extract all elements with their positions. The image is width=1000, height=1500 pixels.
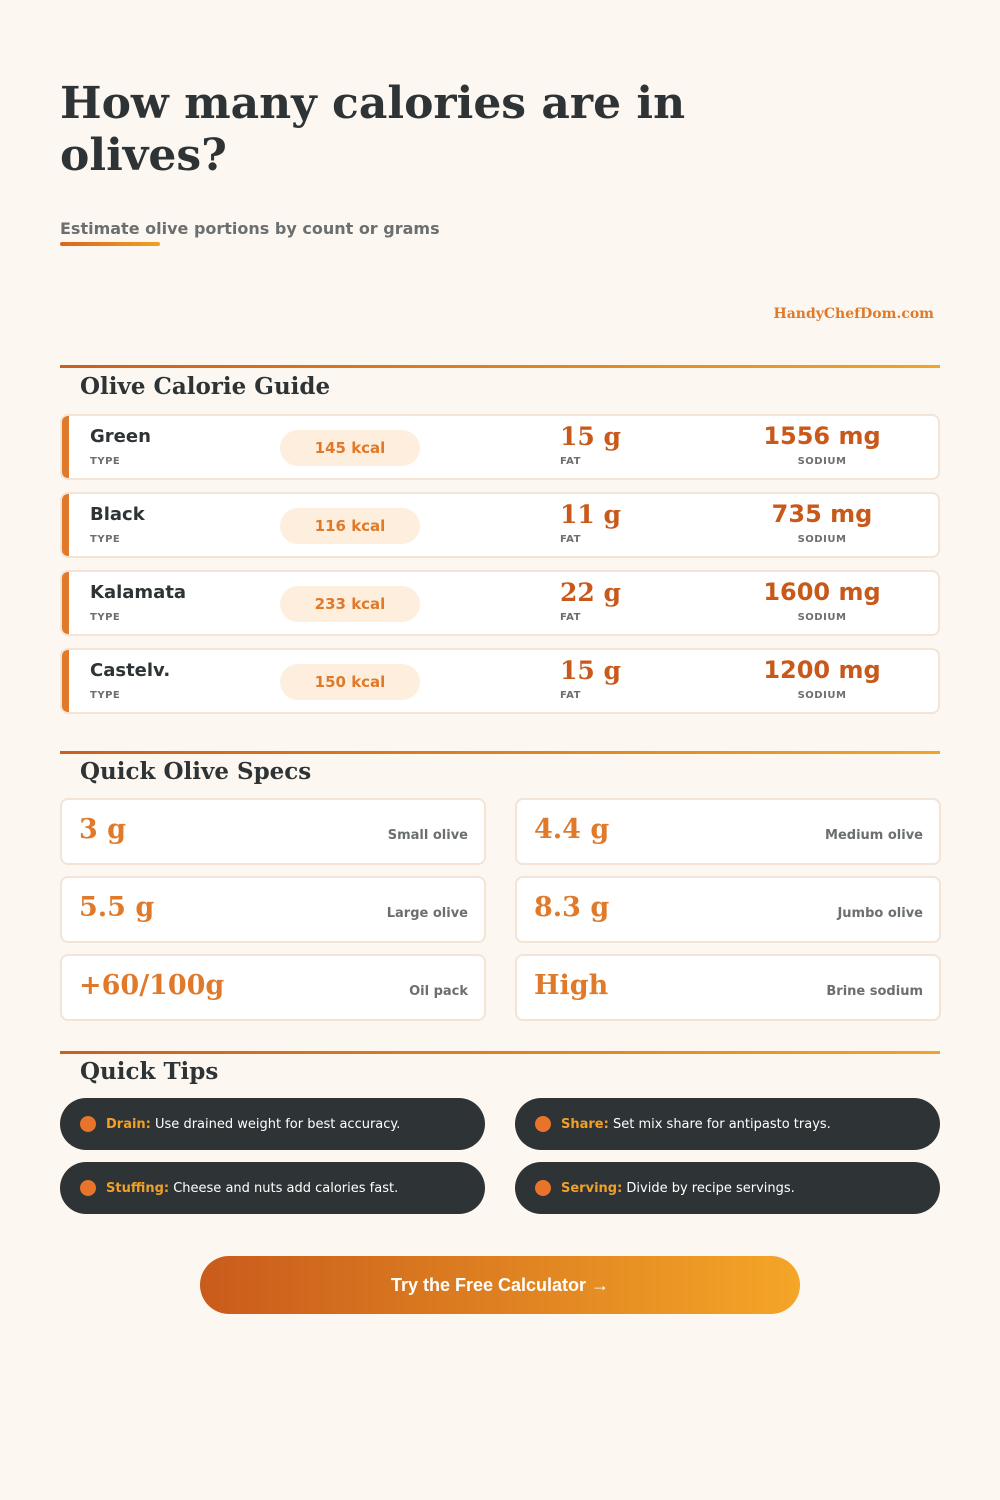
tip-pill <box>60 1162 485 1214</box>
fat-value: 15 g <box>560 422 621 451</box>
tip-text <box>106 1181 398 1196</box>
sodium-label: SODIUM <box>797 612 847 623</box>
tip-text <box>561 1181 795 1196</box>
tip-body: Use drained weight for best accuracy. <box>150 1116 401 1132</box>
row-accent-bar <box>62 572 69 634</box>
sodium-value: 1600 mg <box>763 578 881 606</box>
spec-card <box>60 798 486 865</box>
page-subtitle: Estimate olive portions by count or grams <box>60 219 440 238</box>
kcal-badge: 145 kcal <box>280 430 420 466</box>
spec-label: Oil pack <box>409 984 468 999</box>
tip-pill <box>515 1162 940 1214</box>
sodium-value: 1556 mg <box>763 422 881 450</box>
kcal-badge: 233 kcal <box>280 586 420 622</box>
spec-card <box>60 876 486 943</box>
tip-pill <box>60 1098 485 1150</box>
sodium-label: SODIUM <box>797 534 847 545</box>
guide-row <box>60 570 940 636</box>
row-accent-bar <box>62 416 69 478</box>
kcal-badge: 116 kcal <box>280 508 420 544</box>
spec-card <box>515 954 941 1021</box>
fat-value: 15 g <box>560 656 621 685</box>
bullet-dot-icon <box>535 1116 551 1132</box>
section-divider <box>60 365 940 368</box>
spec-value: 5.5 g <box>79 892 155 923</box>
tip-body: Divide by recipe servings. <box>622 1180 795 1196</box>
kcal-badge: 150 kcal <box>280 664 420 700</box>
sodium-label: SODIUM <box>797 690 847 701</box>
tip-key: Serving: <box>561 1180 623 1196</box>
tip-key: Stuffing: <box>106 1180 170 1196</box>
section-divider <box>60 1051 940 1054</box>
guide-row <box>60 414 940 480</box>
spec-label: Medium olive <box>825 828 923 843</box>
sodium-value: 735 mg <box>771 500 873 528</box>
sodium-label: SODIUM <box>797 456 847 467</box>
fat-label: FAT <box>560 690 581 701</box>
type-label: TYPE <box>90 456 121 467</box>
olive-type-name: Black <box>90 504 145 525</box>
page-title: How many calories are in olives? <box>60 78 686 181</box>
fat-label: FAT <box>560 456 581 467</box>
olive-type-name: Green <box>90 426 151 447</box>
tip-text <box>106 1117 400 1132</box>
section-title-guide: Olive Calorie Guide <box>80 373 331 400</box>
fat-value: 11 g <box>560 500 621 529</box>
tip-text <box>561 1117 831 1132</box>
spec-card <box>515 798 941 865</box>
bullet-dot-icon <box>535 1180 551 1196</box>
olive-type-name: Kalamata <box>90 582 187 603</box>
type-label: TYPE <box>90 612 121 623</box>
spec-label: Jumbo olive <box>837 906 923 921</box>
brand-link[interactable]: HandyChefDom.com <box>773 306 934 322</box>
spec-label: Large olive <box>386 906 468 921</box>
spec-card <box>515 876 941 943</box>
row-accent-bar <box>62 494 69 556</box>
type-label: TYPE <box>90 534 121 545</box>
bullet-dot-icon <box>80 1116 96 1132</box>
type-label: TYPE <box>90 690 121 701</box>
sodium-value: 1200 mg <box>763 656 881 684</box>
spec-value: +60/100g <box>79 970 225 1001</box>
row-accent-bar <box>62 650 69 712</box>
fat-value: 22 g <box>560 578 621 607</box>
try-calculator-button[interactable]: Try the Free Calculator → <box>200 1256 800 1314</box>
tip-body: Set mix share for antipasto trays. <box>608 1116 831 1132</box>
olive-type-name: Castelv. <box>90 660 171 681</box>
spec-value: High <box>534 970 609 1001</box>
fat-label: FAT <box>560 612 581 623</box>
spec-value: 3 g <box>79 814 127 845</box>
subtitle-underline <box>60 242 160 246</box>
tip-body: Cheese and nuts add calories fast. <box>169 1180 399 1196</box>
tip-pill <box>515 1098 940 1150</box>
guide-row <box>60 648 940 714</box>
section-divider <box>60 751 940 754</box>
section-title-specs: Quick Olive Specs <box>80 758 312 785</box>
spec-value: 8.3 g <box>534 892 610 923</box>
spec-card <box>60 954 486 1021</box>
guide-row <box>60 492 940 558</box>
tip-key: Share: <box>561 1116 609 1132</box>
fat-label: FAT <box>560 534 581 545</box>
bullet-dot-icon <box>80 1180 96 1196</box>
tip-key: Drain: <box>106 1116 151 1132</box>
spec-label: Small olive <box>387 828 468 843</box>
spec-value: 4.4 g <box>534 814 610 845</box>
spec-label: Brine sodium <box>826 984 923 999</box>
section-title-tips: Quick Tips <box>80 1058 219 1085</box>
